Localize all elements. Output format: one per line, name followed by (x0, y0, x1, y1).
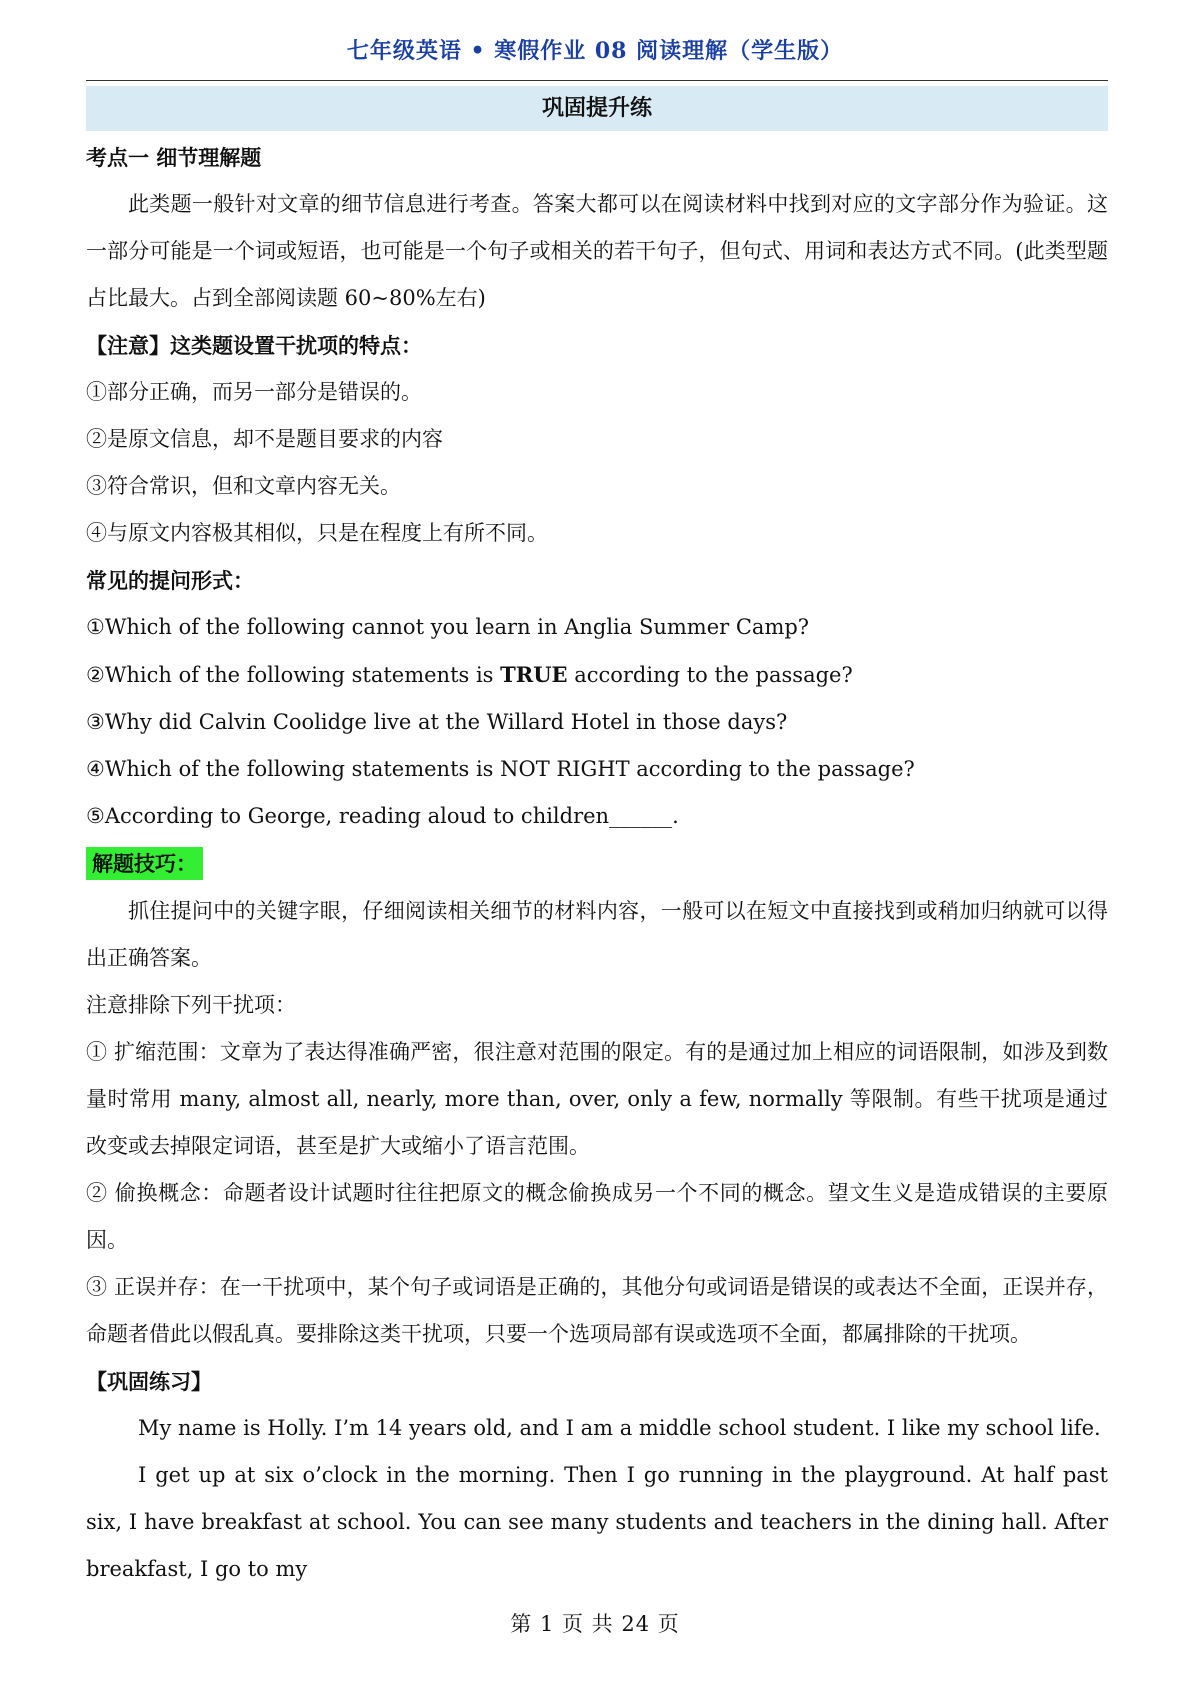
question-text: ②Which of the following statements is (86, 663, 501, 687)
tips-paragraph: 抓住提问中的关键字眼，仔细阅读相关细节的材料内容，一般可以在短文中直接找到或稍加归纳就可以得出正确答案。 (86, 899, 1108, 970)
tips-heading: 解题技巧： (86, 847, 203, 880)
question-emphasis: TRUE (500, 662, 568, 687)
practice-paragraph: I get up at six o’clock in the morning. Then I go running in the playground. At half past six, I have breakfast at school. You can see many students and teachers in the dining hall. After breakfast, I go to my (86, 1463, 1108, 1581)
question-item: ①Which of the following cannot you learn in Anglia Summer Camp? (86, 615, 810, 639)
page-header-title: 七年级英语 • 寒假作业 08 阅读理解（学生版） (346, 38, 844, 64)
question-item: ⑤According to George, reading aloud to children______. (86, 804, 679, 828)
tips-paragraph: 注意排除下列干扰项： (86, 993, 296, 1017)
notes-heading: 【注意】这类题设置干扰项的特点： (86, 333, 422, 358)
questions-heading: 常见的提问形式： (86, 568, 254, 593)
point-intro: 此类题一般针对文章的细节信息进行考查。答案大都可以在阅读材料中找到对应的文字部分作为验证。这一部分可能是一个词或短语，也可能是一个句子或相关的若干句子，但句式、用词和表达方式不同。(此类型题占比最大。占到全部阅读题 60~80%左右) (86, 192, 1108, 310)
tips-paragraph: ③ 正误并存：在一干扰项中，某个句子或词语是正确的，其他分句或词语是错误的或表达不全面，正误并存，命题者借此以假乱真。要排除这类干扰项，只要一个选项局部有误或选项不全面，都属排除的干扰项。 (86, 1275, 1108, 1346)
note-item: ③符合常识，但和文章内容无关。 (86, 474, 401, 498)
practice-paragraph: My name is Holly. I’m 14 years old, and I am a middle school student. I like my school life. (138, 1416, 1101, 1440)
tips-paragraph: ② 偷换概念：命题者设计试题时往往把原文的概念偷换成另一个不同的概念。望文生义是造成错误的主要原因。 (86, 1181, 1108, 1252)
point-heading: 考点一 细节理解题 (86, 145, 262, 170)
page-footer: 第 1 页 共 24 页 (510, 1612, 680, 1636)
note-item: ②是原文信息，却不是题目要求的内容 (86, 427, 443, 451)
practice-heading: 【巩固练习】 (86, 1369, 212, 1394)
question-text: according to the passage? (567, 663, 853, 687)
question-item (86, 651, 1108, 699)
section-title-band: 巩固提升练 (86, 86, 1108, 131)
main-content (86, 134, 1108, 1593)
question-item: ③Why did Calvin Coolidge live at the Willard Hotel in those days? (86, 710, 788, 734)
header-divider (86, 80, 1108, 81)
tips-heading-line (86, 840, 1108, 888)
question-item: ④Which of the following statements is NOT RIGHT according to the passage? (86, 757, 915, 781)
note-item: ④与原文内容极其相似，只是在程度上有所不同。 (86, 521, 548, 545)
note-item: ①部分正确，而另一部分是错误的。 (86, 380, 422, 404)
tips-paragraph: ① 扩缩范围：文章为了表达得准确严密，很注意对范围的限定。有的是通过加上相应的词语限制，如涉及到数量时常用 many, almost all, nearly, more than, over, only a few, normally 等限制。有些干扰项是通过改变或去掉限定词语，甚至是扩大或缩小了语言范围。 (86, 1040, 1108, 1158)
